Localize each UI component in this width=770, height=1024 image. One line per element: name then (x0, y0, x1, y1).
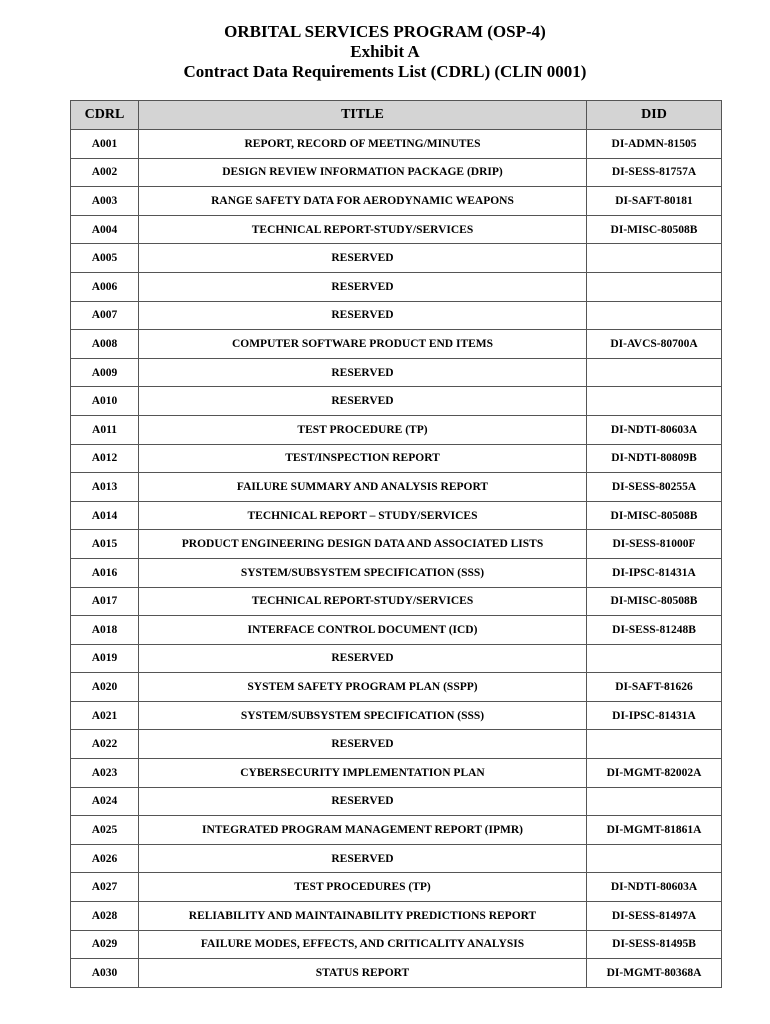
table-row (71, 358, 722, 387)
did-cell: DI-MGMT-80368A (587, 959, 722, 988)
title-cell: RESERVED (139, 730, 587, 759)
cdrl-cell: A017 (71, 587, 139, 616)
did-cell: DI-NDTI-80603A (587, 415, 722, 444)
table-row (71, 616, 722, 645)
title-cell: RESERVED (139, 387, 587, 416)
title-cell: RELIABILITY AND MAINTAINABILITY PREDICTIONS REPORT (139, 902, 587, 931)
table-row (71, 959, 722, 988)
cdrl-table (70, 100, 722, 988)
did-cell: DI-SESS-81497A (587, 902, 722, 931)
table-row (71, 644, 722, 673)
did-cell: DI-AVCS-80700A (587, 330, 722, 359)
did-cell: DI-IPSC-81431A (587, 558, 722, 587)
table-header-row (71, 101, 722, 130)
did-cell: DI-MISC-80508B (587, 501, 722, 530)
cdrl-cell: A008 (71, 330, 139, 359)
did-cell (587, 301, 722, 330)
title-cell: TECHNICAL REPORT – STUDY/SERVICES (139, 501, 587, 530)
cdrl-cell: A001 (71, 130, 139, 159)
did-cell (587, 844, 722, 873)
table-row (71, 130, 722, 159)
cdrl-cell: A011 (71, 415, 139, 444)
title-cell: SYSTEM/SUBSYSTEM SPECIFICATION (SSS) (139, 701, 587, 730)
did-cell (587, 644, 722, 673)
did-cell (587, 787, 722, 816)
table-row (71, 415, 722, 444)
cdrl-cell: A007 (71, 301, 139, 330)
cdrl-cell: A012 (71, 444, 139, 473)
program-title: ORBITAL SERVICES PROGRAM (OSP-4) (224, 22, 546, 41)
cdrl-cell: A006 (71, 272, 139, 301)
title-cell: INTERFACE CONTROL DOCUMENT (ICD) (139, 616, 587, 645)
table-row (71, 215, 722, 244)
title-cell: DESIGN REVIEW INFORMATION PACKAGE (DRIP) (139, 158, 587, 187)
table-row (71, 844, 722, 873)
cdrl-cell: A015 (71, 530, 139, 559)
table-row (71, 444, 722, 473)
table-row (71, 759, 722, 788)
table-row (71, 187, 722, 216)
table-row (71, 701, 722, 730)
cdrl-cell: A013 (71, 473, 139, 502)
title-cell: RESERVED (139, 244, 587, 273)
table-row (71, 673, 722, 702)
table-row (71, 530, 722, 559)
cdrl-cell: A014 (71, 501, 139, 530)
table-row (71, 158, 722, 187)
list-title: Contract Data Requirements List (CDRL) (CLIN 0001) (183, 62, 587, 81)
table-row (71, 473, 722, 502)
title-cell: RESERVED (139, 844, 587, 873)
did-cell: DI-IPSC-81431A (587, 701, 722, 730)
did-cell: DI-ADMN-81505 (587, 130, 722, 159)
did-cell: DI-SESS-81248B (587, 616, 722, 645)
did-cell: DI-MGMT-81861A (587, 816, 722, 845)
title-cell: TECHNICAL REPORT-STUDY/SERVICES (139, 587, 587, 616)
title-cell: COMPUTER SOFTWARE PRODUCT END ITEMS (139, 330, 587, 359)
table-row (71, 587, 722, 616)
did-cell: DI-NDTI-80809B (587, 444, 722, 473)
cdrl-cell: A030 (71, 959, 139, 988)
title-cell: RESERVED (139, 272, 587, 301)
cdrl-cell: A019 (71, 644, 139, 673)
column-header-did: DID (587, 101, 722, 130)
did-cell: DI-MISC-80508B (587, 587, 722, 616)
did-cell: DI-SESS-81495B (587, 930, 722, 959)
title-cell: TECHNICAL REPORT-STUDY/SERVICES (139, 215, 587, 244)
title-cell: STATUS REPORT (139, 959, 587, 988)
cdrl-cell: A021 (71, 701, 139, 730)
did-cell: DI-SESS-80255A (587, 473, 722, 502)
cdrl-cell: A016 (71, 558, 139, 587)
title-cell: REPORT, RECORD OF MEETING/MINUTES (139, 130, 587, 159)
title-cell: PRODUCT ENGINEERING DESIGN DATA AND ASSOCIATED LISTS (139, 530, 587, 559)
title-cell: SYSTEM/SUBSYSTEM SPECIFICATION (SSS) (139, 558, 587, 587)
table-row (71, 244, 722, 273)
did-cell: DI-SESS-81757A (587, 158, 722, 187)
exhibit-label: Exhibit A (350, 42, 420, 61)
cdrl-cell: A022 (71, 730, 139, 759)
table-row (71, 501, 722, 530)
title-cell: TEST/INSPECTION REPORT (139, 444, 587, 473)
cdrl-cell: A002 (71, 158, 139, 187)
did-cell (587, 387, 722, 416)
title-cell: RESERVED (139, 301, 587, 330)
column-header-cdrl: CDRL (71, 101, 139, 130)
title-cell: TEST PROCEDURES (TP) (139, 873, 587, 902)
cdrl-cell: A025 (71, 816, 139, 845)
title-cell: FAILURE MODES, EFFECTS, AND CRITICALITY ANALYSIS (139, 930, 587, 959)
title-cell: RESERVED (139, 358, 587, 387)
did-cell (587, 730, 722, 759)
table-row (71, 330, 722, 359)
did-cell: DI-SAFT-80181 (587, 187, 722, 216)
table-row (71, 272, 722, 301)
table-row (71, 930, 722, 959)
cdrl-cell: A028 (71, 902, 139, 931)
title-cell: RESERVED (139, 787, 587, 816)
cdrl-cell: A004 (71, 215, 139, 244)
cdrl-cell: A020 (71, 673, 139, 702)
did-cell (587, 358, 722, 387)
table-row (71, 558, 722, 587)
cdrl-cell: A010 (71, 387, 139, 416)
title-cell: INTEGRATED PROGRAM MANAGEMENT REPORT (IPMR) (139, 816, 587, 845)
cdrl-cell: A009 (71, 358, 139, 387)
cdrl-cell: A005 (71, 244, 139, 273)
cdrl-cell: A029 (71, 930, 139, 959)
table-row (71, 301, 722, 330)
document-header (0, 22, 770, 82)
title-cell: RESERVED (139, 644, 587, 673)
table-row (71, 902, 722, 931)
did-cell: DI-SESS-81000F (587, 530, 722, 559)
cdrl-cell: A003 (71, 187, 139, 216)
title-cell: RANGE SAFETY DATA FOR AERODYNAMIC WEAPONS (139, 187, 587, 216)
did-cell: DI-NDTI-80603A (587, 873, 722, 902)
table-row (71, 816, 722, 845)
table-row (71, 787, 722, 816)
title-cell: FAILURE SUMMARY AND ANALYSIS REPORT (139, 473, 587, 502)
did-cell: DI-SAFT-81626 (587, 673, 722, 702)
cdrl-cell: A024 (71, 787, 139, 816)
did-cell: DI-MISC-80508B (587, 215, 722, 244)
did-cell (587, 244, 722, 273)
title-cell: SYSTEM SAFETY PROGRAM PLAN (SSPP) (139, 673, 587, 702)
cdrl-cell: A023 (71, 759, 139, 788)
table-row (71, 387, 722, 416)
did-cell: DI-MGMT-82002A (587, 759, 722, 788)
title-cell: CYBERSECURITY IMPLEMENTATION PLAN (139, 759, 587, 788)
cdrl-cell: A026 (71, 844, 139, 873)
table-row (71, 730, 722, 759)
table-row (71, 873, 722, 902)
cdrl-cell: A027 (71, 873, 139, 902)
column-header-title: TITLE (139, 101, 587, 130)
cdrl-cell: A018 (71, 616, 139, 645)
title-cell: TEST PROCEDURE (TP) (139, 415, 587, 444)
did-cell (587, 272, 722, 301)
